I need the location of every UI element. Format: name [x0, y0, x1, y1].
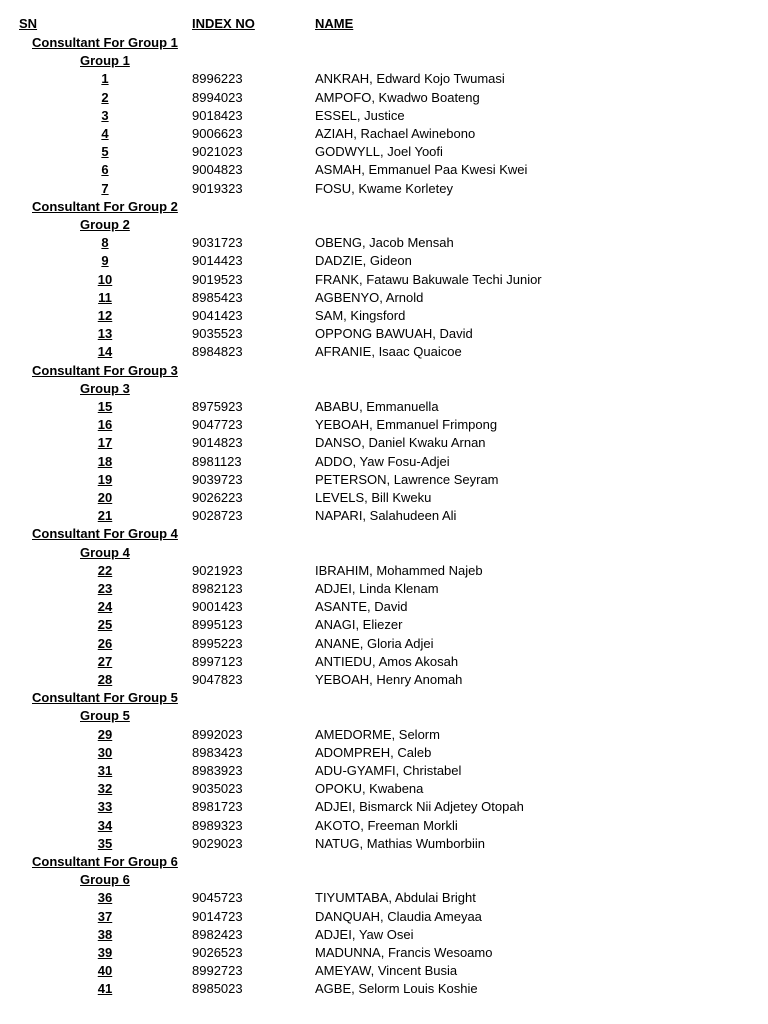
student-name: ADJEI, Linda Klenam	[315, 581, 439, 596]
index-number: 8995223	[192, 635, 243, 651]
index-number: 8983423	[192, 744, 243, 760]
index-number: 9021023	[192, 144, 243, 160]
serial-number: 16	[97, 417, 113, 433]
table-row	[0, 343, 768, 361]
index-number: 8997123	[192, 653, 243, 669]
group-heading: Group 2	[80, 217, 130, 232]
serial-number: 24	[97, 599, 113, 615]
index-number: 9031723	[192, 235, 243, 251]
serial-number: 11	[98, 289, 112, 305]
serial-number: 39	[97, 945, 113, 960]
index-number: 8989323	[192, 817, 243, 833]
table-row	[0, 671, 768, 689]
index-number: 9039723	[192, 471, 243, 487]
index-number: 8995123	[192, 617, 243, 633]
index-number: 8992023	[192, 726, 243, 742]
serial-number: 22	[97, 562, 113, 578]
student-name: OPOKU, Kwabena	[315, 781, 424, 797]
table-row	[0, 325, 768, 343]
student-name: MADUNNA, Francis Wesoamo	[315, 945, 493, 960]
consultant-row	[0, 34, 768, 52]
table-row	[0, 234, 768, 252]
group-row	[0, 380, 768, 398]
table-row	[0, 70, 768, 88]
consultant-row	[0, 362, 768, 380]
serial-number: 12	[97, 308, 113, 323]
index-number: 9019523	[192, 271, 243, 287]
group-heading: Group 4	[80, 544, 130, 560]
index-column-header: INDEX NO	[192, 16, 255, 31]
serial-number: 3	[101, 107, 109, 123]
table-row	[0, 125, 768, 143]
student-name: SAM, Kingsford	[315, 308, 406, 323]
serial-number: 26	[97, 635, 113, 651]
serial-number: 9	[101, 253, 109, 269]
table-row	[0, 835, 768, 853]
table-row	[0, 180, 768, 198]
consultant-heading: Consultant For Group 2	[32, 198, 178, 214]
table-row	[0, 398, 768, 416]
student-name: YEBOAH, Henry Anomah	[315, 672, 463, 687]
student-name: AMEDORME, Selorm	[315, 726, 440, 742]
student-name: ANTIEDU, Amos Akosah	[315, 653, 459, 669]
table-row	[0, 489, 768, 507]
serial-number: 6	[101, 162, 109, 178]
table-row	[0, 580, 768, 598]
group-heading: Group 5	[80, 708, 130, 724]
serial-number: 21	[97, 508, 113, 524]
index-number: 9026223	[192, 490, 243, 505]
serial-number: 27	[97, 653, 113, 669]
serial-number: 23	[97, 581, 113, 596]
group-heading: Group 3	[80, 380, 130, 396]
table-row	[0, 798, 768, 816]
consultant-row	[0, 853, 768, 871]
serial-number: 35	[97, 835, 113, 851]
student-name: FRANK, Fatawu Bakuwale Techi Junior	[315, 271, 542, 287]
student-name: ANANE, Gloria Adjei	[315, 635, 434, 651]
student-name: DADZIE, Gideon	[315, 253, 412, 269]
student-name: YEBOAH, Emmanuel Frimpong	[315, 417, 498, 433]
index-number: 9001423	[192, 599, 243, 615]
index-number: 8992723	[192, 963, 243, 979]
student-name: AGBE, Selorm Louis Koshie	[315, 981, 478, 997]
serial-number: 33	[97, 799, 113, 815]
serial-number: 17	[97, 435, 113, 451]
table-row	[0, 744, 768, 762]
table-row	[0, 507, 768, 525]
index-number: 8981723	[192, 799, 243, 815]
consultant-heading: Consultant For Group 1	[32, 35, 178, 50]
table-row	[0, 161, 768, 179]
student-name: ABABU, Emmanuella	[315, 399, 439, 414]
table-row	[0, 889, 768, 907]
table-row	[0, 252, 768, 270]
consultant-heading: Consultant For Group 4	[32, 526, 178, 542]
index-number: 9047723	[192, 417, 243, 433]
serial-number: 4	[101, 126, 109, 141]
student-name: AGBENYO, Arnold	[315, 289, 424, 305]
index-number: 8983923	[192, 763, 243, 778]
consultant-heading: Consultant For Group 3	[32, 362, 178, 378]
table-row	[0, 817, 768, 835]
index-number: 9006623	[192, 126, 243, 141]
index-number: 8982123	[192, 581, 243, 596]
serial-number: 38	[97, 926, 113, 942]
table-row	[0, 107, 768, 125]
index-number: 9014723	[192, 908, 243, 924]
index-number: 9029023	[192, 835, 243, 851]
index-number: 8996223	[192, 71, 243, 87]
serial-number: 18	[97, 453, 113, 469]
group-row	[0, 544, 768, 562]
table-row	[0, 289, 768, 307]
student-name: AMEYAW, Vincent Busia	[315, 963, 458, 979]
table-row	[0, 980, 768, 998]
index-number: 8982423	[192, 926, 243, 942]
serial-number: 40	[97, 963, 113, 979]
serial-number: 28	[97, 672, 113, 687]
header-row	[0, 15, 768, 33]
index-number: 9021923	[192, 562, 243, 578]
serial-number: 36	[97, 890, 113, 906]
serial-number: 2	[101, 89, 109, 105]
student-name: AFRANIE, Isaac Quaicoe	[315, 344, 462, 360]
index-number: 9014423	[192, 253, 243, 269]
table-row	[0, 307, 768, 325]
index-number: 8985023	[192, 981, 243, 997]
serial-number: 19	[97, 471, 113, 487]
student-name: NATUG, Mathias Wumborbiin	[315, 835, 486, 851]
student-name: AZIAH, Rachael Awinebono	[315, 126, 476, 141]
student-name: ASMAH, Emmanuel Paa Kwesi Kwei	[315, 162, 528, 178]
table-row	[0, 416, 768, 434]
index-number: 9014823	[192, 435, 243, 451]
table-row	[0, 562, 768, 580]
serial-number: 37	[97, 908, 113, 924]
consultant-row	[0, 525, 768, 543]
serial-number: 10	[97, 271, 113, 287]
serial-number: 41	[97, 981, 113, 997]
index-number: 9026523	[192, 945, 243, 960]
serial-number: 1	[101, 71, 109, 87]
student-name: NAPARI, Salahudeen Ali	[315, 508, 457, 524]
group-heading: Group 6	[80, 872, 130, 888]
student-name: DANQUAH, Claudia Ameyaa	[315, 908, 482, 924]
index-number: 9004823	[192, 162, 243, 178]
student-name: PETERSON, Lawrence Seyram	[315, 471, 499, 487]
table-row	[0, 616, 768, 634]
group-row	[0, 707, 768, 725]
serial-number: 14	[97, 344, 113, 360]
table-row	[0, 143, 768, 161]
table-row	[0, 89, 768, 107]
index-number: 8994023	[192, 89, 243, 105]
student-name: ADDO, Yaw Fosu-Adjei	[315, 453, 450, 469]
consultant-row	[0, 689, 768, 707]
student-name: ANKRAH, Edward Kojo Twumasi	[315, 71, 505, 87]
table-row	[0, 908, 768, 926]
serial-number: 30	[97, 744, 113, 760]
student-name: ASANTE, David	[315, 599, 408, 615]
table-row	[0, 434, 768, 452]
serial-number: 8	[101, 235, 109, 251]
serial-number: 20	[97, 490, 113, 505]
index-number: 8985423	[192, 289, 243, 305]
sn-column-header: SN	[19, 16, 38, 31]
index-number: 9035523	[192, 326, 243, 342]
serial-number: 31	[97, 763, 113, 778]
index-number: 9028723	[192, 508, 243, 524]
consultant-heading: Consultant For Group 5	[32, 690, 178, 706]
name-column-header: NAME	[315, 16, 354, 31]
table-row	[0, 726, 768, 744]
consultant-row	[0, 198, 768, 216]
student-name: ESSEL, Justice	[315, 107, 405, 123]
serial-number: 13	[97, 326, 113, 342]
table-row	[0, 635, 768, 653]
student-name: LEVELS, Bill Kweku	[315, 490, 432, 505]
serial-number: 15	[97, 399, 113, 414]
serial-number: 32	[97, 781, 113, 797]
table-row	[0, 944, 768, 962]
student-name: OPPONG BAWUAH, David	[315, 326, 473, 342]
table-row	[0, 598, 768, 616]
student-name: IBRAHIM, Mohammed Najeb	[315, 562, 483, 578]
table-row	[0, 271, 768, 289]
index-number: 8975923	[192, 399, 243, 414]
index-number: 9041423	[192, 308, 243, 323]
serial-number: 5	[101, 144, 109, 160]
serial-number: 7	[101, 180, 109, 196]
student-name: TIYUMTABA, Abdulai Bright	[315, 890, 476, 906]
table-row	[0, 962, 768, 980]
student-name: OBENG, Jacob Mensah	[315, 235, 454, 251]
student-name: FOSU, Kwame Korletey	[315, 180, 453, 196]
student-name: GODWYLL, Joel Yoofi	[315, 144, 443, 160]
index-number: 9035023	[192, 781, 243, 797]
index-number: 9045723	[192, 890, 243, 906]
student-name: DANSO, Daniel Kwaku Arnan	[315, 435, 486, 451]
group-row	[0, 52, 768, 70]
serial-number: 29	[97, 726, 113, 742]
student-name: ANAGI, Eliezer	[315, 617, 403, 633]
table-row	[0, 926, 768, 944]
student-name: ADJEI, Bismarck Nii Adjetey Otopah	[315, 799, 524, 815]
index-number: 8981123	[192, 453, 242, 469]
index-number: 8984823	[192, 344, 243, 360]
student-name: AMPOFO, Kwadwo Boateng	[315, 89, 480, 105]
table-row	[0, 780, 768, 798]
index-number: 9019323	[192, 180, 243, 196]
serial-number: 34	[97, 817, 113, 833]
index-number: 9018423	[192, 107, 243, 123]
table-row	[0, 471, 768, 489]
student-name: AKOTO, Freeman Morkli	[315, 817, 458, 833]
table-row	[0, 453, 768, 471]
consultant-heading: Consultant For Group 6	[32, 854, 178, 869]
serial-number: 25	[97, 617, 113, 633]
table-row	[0, 762, 768, 780]
student-name: ADJEI, Yaw Osei	[315, 926, 414, 942]
group-heading: Group 1	[80, 53, 130, 69]
student-name: ADOMPREH, Caleb	[315, 744, 432, 760]
group-row	[0, 216, 768, 234]
group-row	[0, 871, 768, 889]
student-name: ADU-GYAMFI, Christabel	[315, 763, 462, 778]
table-row	[0, 653, 768, 671]
index-number: 9047823	[192, 672, 243, 687]
